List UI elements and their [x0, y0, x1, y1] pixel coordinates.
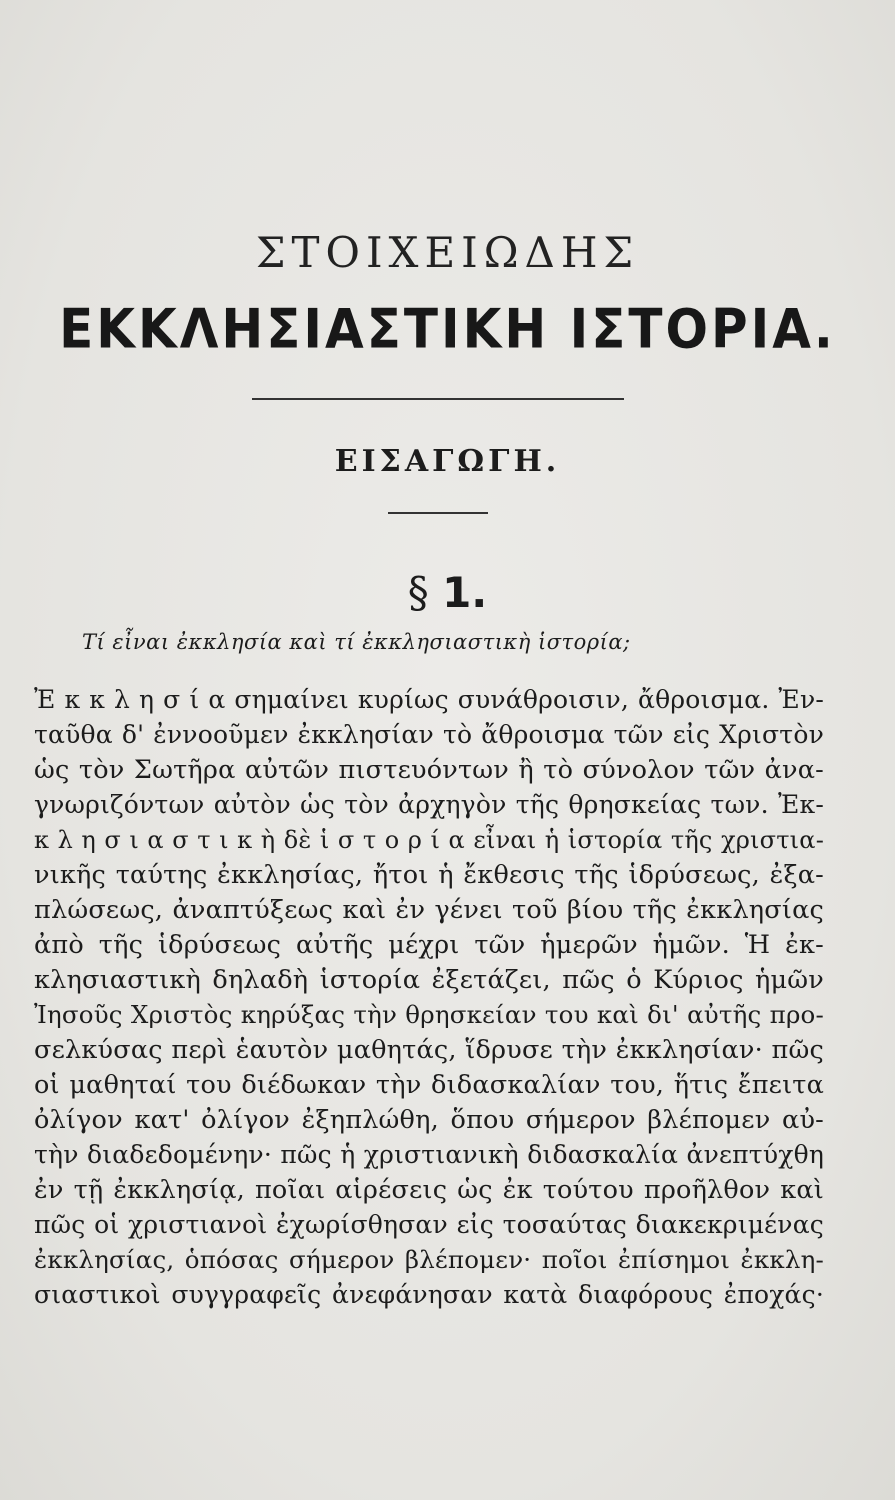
body-line: τὴν διαδεδομένην· πῶς ἡ χριστιανικὴ διδασκαλία ἀνεπτύχθη — [34, 1140, 824, 1169]
body-line: κλησιαστικὴ δηλαδὴ ἱστορία ἐξετάζει, πῶς ὁ Κύριος ἡμῶν — [34, 965, 824, 995]
body-line: ὡς τὸν Σωτῆρα αὐτῶν πιστευόντων ἢ τὸ σύνολον τῶν ἀνα- — [34, 755, 824, 785]
section-number: 1. — [442, 568, 488, 617]
introduction-divider — [388, 512, 488, 514]
body-line: Ἰησοῦς Χριστὸς κηρύξας τὴν θρησκείαν του καὶ δι' αὐτῆς προ- — [34, 1000, 824, 1029]
section-symbol: § — [407, 568, 429, 617]
body-line: σελκύσας περὶ ἑαυτὸν μαθητάς, ἵδρυσε τὴν ἐκκλησίαν· πῶς — [34, 1035, 824, 1065]
body-line: πῶς οἱ χριστιανοὶ ἐχωρίσθησαν εἰς τοσαύτας διακεκριμένας — [34, 1210, 824, 1239]
section-heading — [0, 568, 895, 617]
body-line: γνωριζόντων αὐτὸν ὡς τὸν ἀρχηγὸν τῆς θρησκείας των. Ἐκ- — [34, 790, 824, 819]
body-line: ταῦθα δ' ἐννοοῦμεν ἐκκλησίαν τὸ ἄθροισμα τῶν εἰς Χριστὸν — [34, 720, 824, 749]
title-line-1: ΣΤΟΙΧΕΙΩΔΗΣ — [255, 228, 640, 277]
body-line: ἀπὸ τῆς ἱδρύσεως αὐτῆς μέχρι τῶν ἡμερῶν ἡμῶν. Ἡ ἐκ- — [34, 930, 824, 960]
introduction-heading: ΕΙΣΑΓΩΓΗ. — [334, 444, 561, 479]
body-line: ἐκκλησίας, ὁπόσας σήμερον βλέπομεν· ποῖοι ἐπίσημοι ἐκκλη- — [34, 1245, 824, 1274]
body-line: ὀλίγον κατ' ὀλίγον ἐξηπλώθη, ὅπου σήμερον βλέπομεν αὐ- — [34, 1105, 824, 1135]
body-line: ἐν τῇ ἐκκλησίᾳ, ποῖαι αἱρέσεις ὡς ἐκ τούτου προῆλθον καὶ — [34, 1175, 824, 1205]
title-line-2: ΕΚΚΛΗΣΙΑΣΤΙΚΗ ΙΣΤΟΡΙΑ. — [59, 297, 836, 361]
body-line: κ λ η σ ι α σ τ ι κ ὴ δὲ ἱ σ τ ο ρ ί α εἶναι ἡ ἱστορία τῆς χριστια- — [34, 826, 824, 854]
title-divider — [252, 398, 624, 400]
body-line: Ἐ κ κ λ η σ ί α σημαίνει κυρίως συνάθροισιν, ἄθροισμα. Ἐν- — [34, 685, 824, 714]
body-line: πλώσεως, ἀναπτύξεως καὶ ἐν γένει τοῦ βίου τῆς ἐκκλησίας — [34, 895, 824, 925]
body-line: οἱ μαθηταί του διέδωκαν τὴν διδασκαλίαν του, ἥτις ἔπειτα — [34, 1070, 824, 1100]
section-question: Τί εἶναι ἐκκλησία καὶ τί ἐκκλησιαστικὴ ἱστορία; — [82, 630, 631, 654]
body-line: νικῆς ταύτης ἐκκλησίας, ἤτοι ἡ ἔκθεσις τῆς ἱδρύσεως, ἐξα- — [34, 860, 824, 890]
body-line: σιαστικοὶ συγγραφεῖς ἀνεφάνησαν κατὰ διαφόρους ἐποχάς· — [34, 1280, 824, 1309]
